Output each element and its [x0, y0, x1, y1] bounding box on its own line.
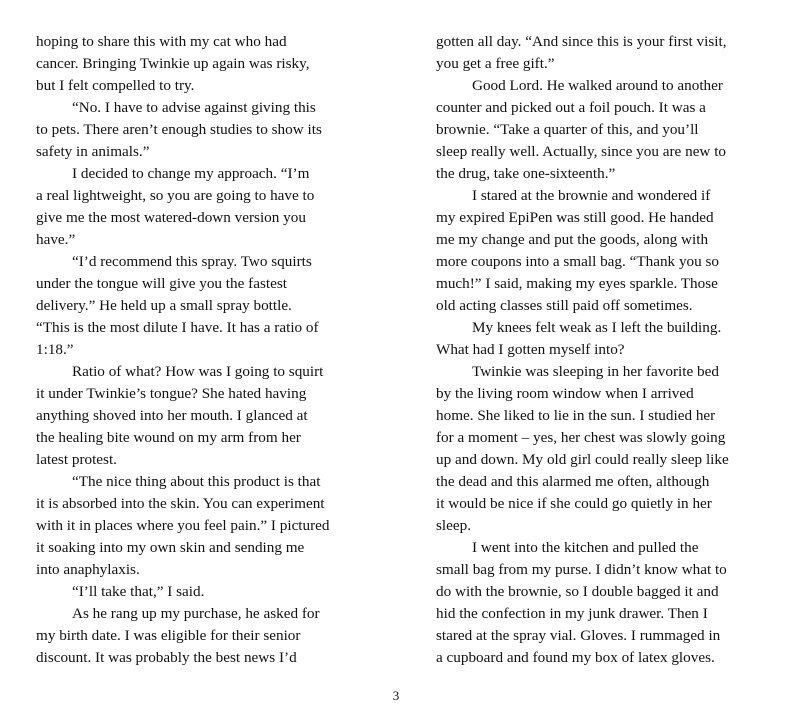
text-line: for a moment – yes, her chest was slowly going [436, 429, 726, 446]
text-line: a cupboard and found my box of latex gloves. [436, 649, 715, 666]
text-line: gotten all day. “And since this is your first visit, [436, 33, 727, 50]
text-line: me my change and put the goods, along with [436, 231, 709, 248]
text-line: a real lightweight, so you are going to have to [36, 187, 315, 204]
text-line: under the tongue will give you the fastest [36, 275, 287, 292]
text-line: give me the most watered-down version you [36, 209, 306, 226]
text-line: hid the confection in my junk drawer. Then I [436, 605, 708, 622]
right-text-column [436, 31, 758, 669]
text-line: sleep really well. Actually, since you are new to [436, 143, 727, 160]
text-line: it is absorbed into the skin. You can experiment [36, 495, 325, 512]
text-line: do with the brownie, so I double bagged it and [436, 583, 719, 600]
text-line: it would be nice if she could go quietly in her [436, 495, 712, 512]
text-line: by the living room window when I arrived [436, 385, 694, 402]
text-line: “The nice thing about this product is that [72, 473, 321, 490]
text-line: As he rang up my purchase, he asked for [72, 605, 320, 622]
text-line: My knees felt weak as I left the building. [472, 319, 722, 336]
text-line: up and down. My old girl could really sleep like [436, 451, 729, 468]
text-line: delivery.” He held up a small spray bottle. [36, 297, 292, 314]
text-line: my expired EpiPen was still good. He handed [436, 209, 714, 226]
text-line: “I’d recommend this spray. Two squirts [72, 253, 312, 270]
text-line: discount. It was probably the best news I’d [36, 649, 297, 666]
text-line: you get a free gift.” [436, 55, 555, 72]
text-line: brownie. “Take a quarter of this, and you’ll [436, 121, 699, 138]
text-line: I stared at the brownie and wondered if [472, 187, 711, 204]
text-line: hoping to share this with my cat who had [36, 33, 287, 50]
text-line: safety in animals.” [36, 143, 150, 160]
text-line: the healing bite wound on my arm from her [36, 429, 301, 446]
text-line: 1:18.” [36, 341, 74, 358]
text-line: stared at the spray vial. Gloves. I rummaged in [436, 627, 721, 644]
left-text-column [36, 31, 358, 669]
text-line: but I felt compelled to try. [36, 77, 195, 94]
text-line: What had I gotten myself into? [436, 341, 625, 358]
text-line: to pets. There aren’t enough studies to show its [36, 121, 322, 138]
text-line: more coupons into a small bag. “Thank you so [436, 253, 720, 270]
text-line: Ratio of what? How was I going to squirt [72, 363, 324, 380]
text-line: latest protest. [36, 451, 117, 468]
text-line: it soaking into my own skin and sending me [36, 539, 305, 556]
text-line: my birth date. I was eligible for their senior [36, 627, 301, 644]
text-line: with it in places where you feel pain.” I pictured [36, 517, 330, 534]
text-line: old acting classes still paid off sometimes. [436, 297, 693, 314]
text-line: “No. I have to advise against giving this [72, 99, 316, 116]
text-line: the drug, take one-sixteenth.” [436, 165, 616, 182]
text-line: it under Twinkie’s tongue? She hated having [36, 385, 307, 402]
text-line: Good Lord. He walked around to another [472, 77, 723, 94]
text-line: counter and picked out a foil pouch. It was a [436, 99, 706, 116]
text-line: Twinkie was sleeping in her favorite bed [472, 363, 719, 380]
text-line: the dead and this alarmed me often, although [436, 473, 710, 490]
text-line: have.” [36, 231, 76, 248]
text-line: “This is the most dilute I have. It has a ratio of [36, 319, 319, 336]
text-line: I went into the kitchen and pulled the [472, 539, 699, 556]
text-line: into anaphylaxis. [36, 561, 140, 578]
text-line: anything shoved into her mouth. I glanced at [36, 407, 308, 424]
text-line: sleep. [436, 517, 472, 534]
text-line: small bag from my purse. I didn’t know what to [436, 561, 727, 578]
text-line: cancer. Bringing Twinkie up again was risky, [36, 55, 310, 72]
text-line: “I’ll take that,” I said. [72, 583, 205, 600]
text-line: much!” I said, making my eyes sparkle. Those [436, 275, 718, 292]
text-line: home. She liked to lie in the sun. I studied her [436, 407, 716, 424]
page-number: 3 [392, 688, 400, 703]
text-line: I decided to change my approach. “I’m [72, 165, 310, 182]
